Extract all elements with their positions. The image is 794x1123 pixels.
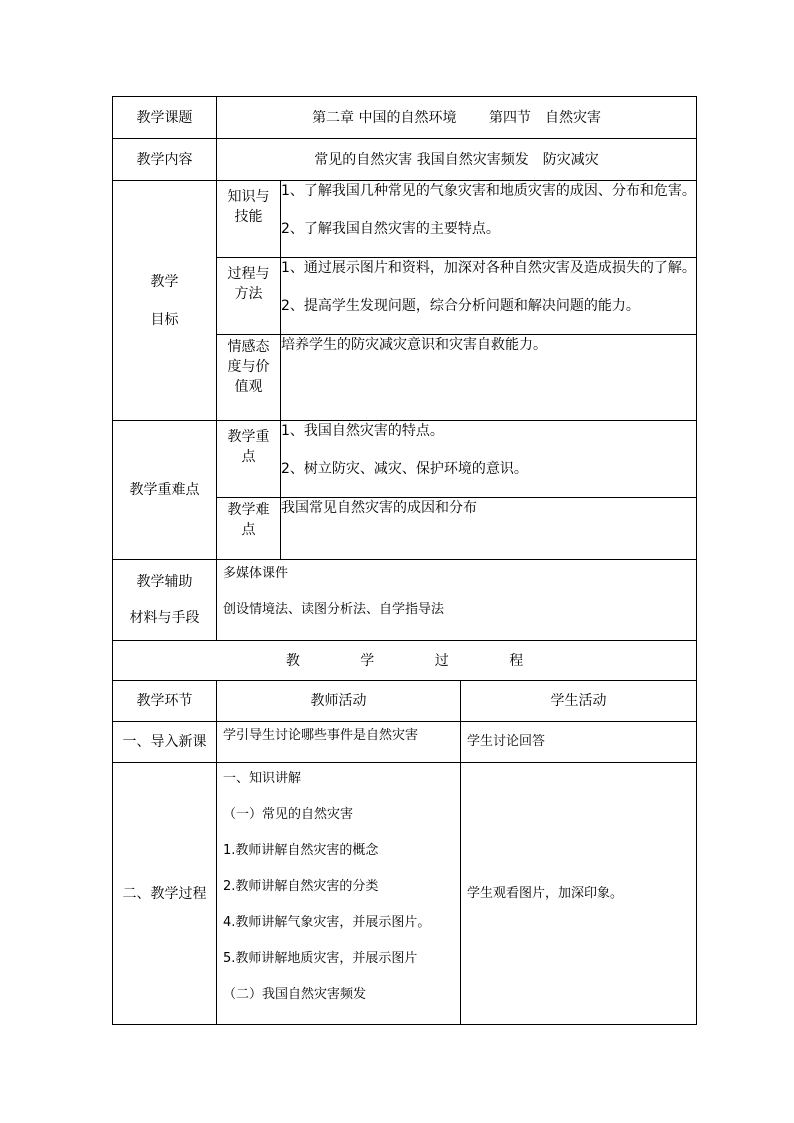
knowledge-label-line1: 知识与: [227, 189, 270, 205]
emotion-label: [217, 335, 281, 421]
process-method-item: 1、通过展示图片和资料，加深对各种自然灾害及造成损失的了解。: [281, 260, 696, 276]
process-method-label-line2: 方法: [234, 286, 263, 302]
teacher-activity-line: 4.教师讲解气象灾害，并展示图片。: [223, 915, 431, 930]
aids-line: 多媒体课件: [223, 566, 289, 581]
topic-label: 教学课题: [113, 97, 217, 139]
student-activity-cell: 学生讨论回答: [461, 722, 697, 763]
aids-label: [113, 560, 217, 641]
teacher-activity-line: 5.教师讲解地质灾害，并展示图片: [223, 951, 418, 966]
knowledge-item: 2、了解我国自然灾害的主要特点。: [281, 221, 500, 237]
emotion-label-line1: 情感态: [227, 339, 270, 355]
col-teacher-header: 教师活动: [217, 681, 461, 722]
key-points-label: 教学重难点: [113, 421, 217, 560]
objectives-label: [113, 181, 217, 421]
emotion-label-line2: 度与价: [227, 359, 270, 375]
process-heading-char: 程: [509, 652, 524, 669]
teacher-activity-cell: 学引导生讨论哪些事件是自然灾害: [217, 722, 461, 763]
focus-label: [217, 421, 281, 498]
focus-items: [281, 421, 697, 498]
content-label: 教学内容: [113, 139, 217, 181]
aids-content: [217, 560, 697, 641]
teacher-activity-line: （一）常见的自然灾害: [223, 807, 354, 822]
teacher-activity-line: 2.教师讲解自然灾害的分类: [223, 879, 379, 894]
process-method-items: [281, 258, 697, 335]
focus-item: 2、树立防灾、减灾、保护环境的意识。: [281, 461, 528, 477]
difficulty-label-line1: 教学难: [227, 502, 270, 518]
objectives-label-line1: 教学: [150, 273, 179, 290]
knowledge-label-line2: 技能: [234, 209, 263, 225]
focus-item: 1、我国自然灾害的特点。: [281, 423, 444, 439]
emotion-label-line3: 值观: [234, 379, 263, 395]
difficulty-label-line2: 点: [241, 522, 256, 538]
process-method-item: 2、提高学生发现问题，综合分析问题和解决问题的能力。: [281, 298, 640, 314]
content-value: 常见的自然灾害 我国自然灾害频发 防灾减灾: [217, 139, 697, 181]
stage-cell: 二、教学过程: [113, 763, 217, 1025]
difficulty-label: [217, 498, 281, 560]
focus-label-line1: 教学重: [227, 429, 270, 445]
teacher-activity-line: 一、知识讲解: [223, 771, 302, 786]
process-heading: [113, 641, 697, 681]
teacher-activity-cell: [217, 763, 461, 1025]
knowledge-items: [281, 181, 697, 258]
process-heading-char: 教: [285, 652, 300, 669]
lesson-plan-table: [112, 96, 697, 1025]
stage-cell: 一、导入新课: [113, 722, 217, 763]
emotion-text: 培养学生的防灾减灾意识和灾害自救能力。: [281, 335, 697, 421]
knowledge-item: 1、了解我国几种常见的气象灾害和地质灾害的成因、分布和危害。: [281, 183, 696, 199]
teacher-activity-line: （二）我国自然灾害频发: [223, 987, 367, 1002]
process-heading-char: 学: [360, 652, 375, 669]
difficulty-text: 我国常见自然灾害的成因和分布: [281, 498, 697, 560]
aids-label-line2: 材料与手段: [129, 610, 200, 626]
student-activity-cell: 学生观看图片，加深印象。: [461, 763, 697, 1025]
col-stage-header: 教学环节: [113, 681, 217, 722]
objectives-label-line2: 目标: [150, 311, 179, 328]
aids-line: 创设情境法、读图分析法、自学指导法: [223, 602, 445, 617]
focus-label-line2: 点: [241, 449, 256, 465]
aids-label-line1: 教学辅助: [136, 574, 193, 590]
process-method-label-line1: 过程与: [227, 266, 270, 282]
col-student-header: 学生活动: [461, 681, 697, 722]
teacher-activity-line: 1.教师讲解自然灾害的概念: [223, 843, 379, 858]
process-method-label: [217, 258, 281, 335]
knowledge-label: [217, 181, 281, 258]
process-heading-char: 过: [434, 652, 449, 669]
topic-value: 第二章 中国的自然环境 第四节 自然灾害: [217, 97, 697, 139]
